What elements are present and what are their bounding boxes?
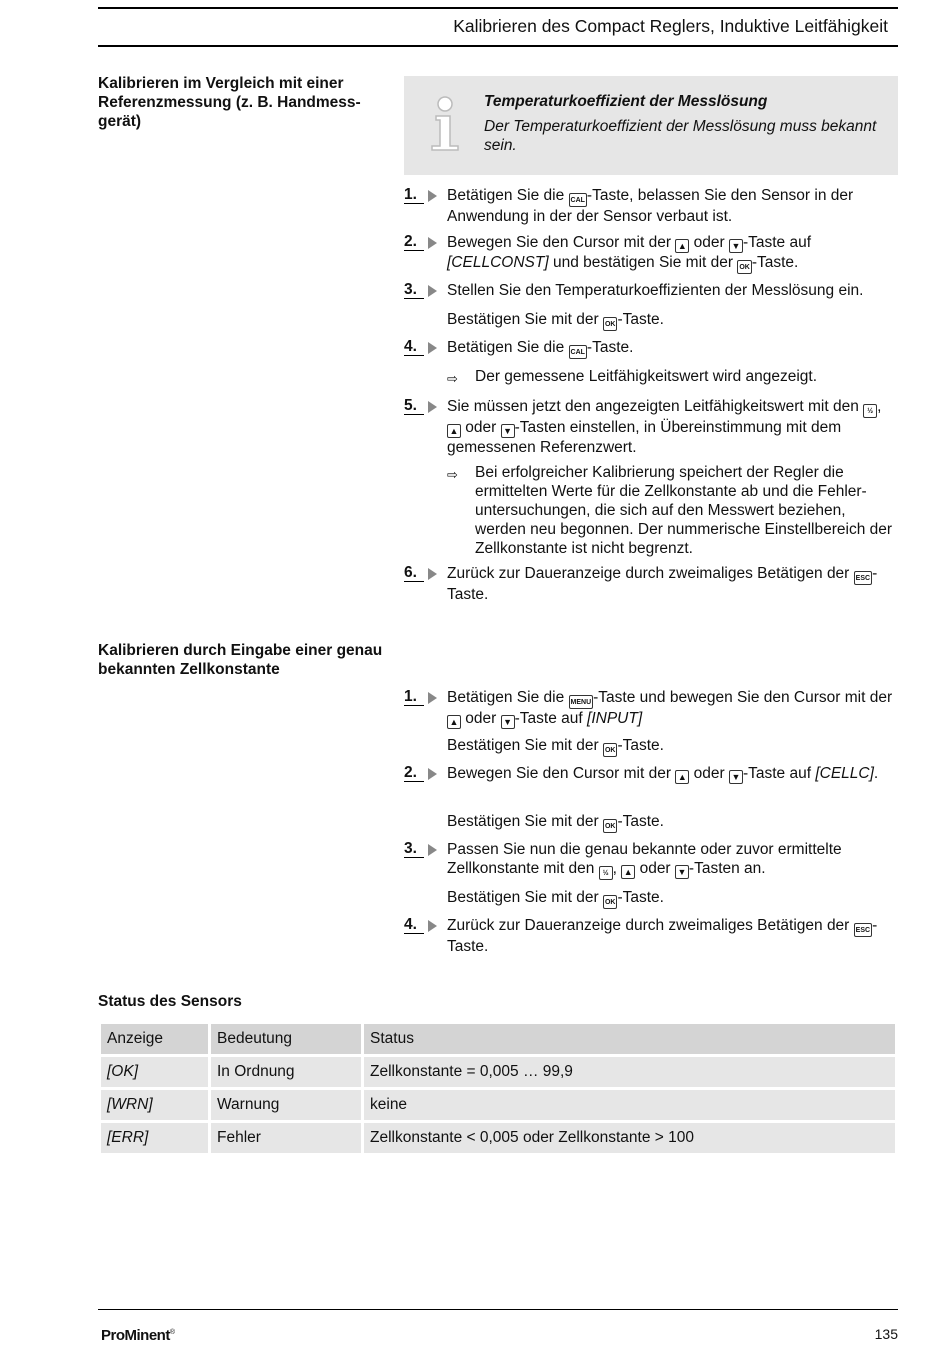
up-key-icon: ▲ — [621, 865, 635, 879]
step-5 — [404, 397, 898, 457]
step-3 — [404, 840, 898, 880]
ok-key-icon: OK — [603, 895, 618, 909]
step-number: 3. — [404, 281, 424, 299]
step-text: Bewegen Sie den Cursor mit der ▲ oder ▼ -Taste auf [CELLCONST] und bestätigen Sie mit der OK -Taste. — [447, 233, 898, 274]
step-text: Sie müssen jetzt den angezeigten Leitfähigkeitswert mit den ½ , ▲ oder ▼ -Tasten einstellen, in Übereinstimmung mit dem gemessenen Referenzwert. — [447, 398, 882, 456]
header-rule-top — [98, 7, 898, 9]
split-key-icon: ½ — [863, 404, 877, 418]
step-number: 5. — [404, 397, 424, 415]
step-arrow-icon — [428, 237, 437, 249]
table-header-row — [101, 1024, 895, 1054]
step-arrow-icon — [428, 190, 437, 202]
table-cell: [OK] — [101, 1057, 208, 1087]
esc-key-icon: ESC — [854, 923, 872, 937]
step-arrow-icon — [428, 844, 437, 856]
step-arrow-icon — [428, 401, 437, 413]
cal-key-icon: CAL — [569, 193, 587, 207]
ok-key-icon: OK — [603, 819, 618, 833]
down-key-icon: ▼ — [729, 239, 743, 253]
step-number: 6. — [404, 564, 424, 582]
step-text: Bewegen Sie den Cursor mit der ▲ oder ▼ -Taste auf [CELLC]. — [447, 765, 879, 782]
info-box — [404, 76, 898, 175]
info-title: Temperaturkoeffizient der Messlösung — [484, 93, 768, 110]
step-number: 2. — [404, 764, 424, 782]
step-arrow-icon — [428, 285, 437, 297]
down-key-icon: ▼ — [675, 865, 689, 879]
header-rule-bottom — [98, 45, 898, 47]
up-key-icon: ▲ — [447, 715, 461, 729]
menu-key-icon: MENU — [569, 695, 594, 709]
table-row — [101, 1090, 895, 1120]
step-text: Zurück zur Daueranzeige durch zweimaliges Betätigen der ESC -Taste. — [447, 565, 878, 603]
column-header: Status — [364, 1024, 895, 1054]
step-6 — [404, 564, 898, 604]
page-number: 135 — [874, 1326, 898, 1342]
ok-key-icon: OK — [603, 743, 618, 757]
step-number: 4. — [404, 916, 424, 934]
step-1 — [404, 688, 898, 729]
result-arrow-icon: ⇨ — [447, 371, 458, 386]
down-key-icon: ▼ — [501, 715, 515, 729]
confirm-text: Bestätigen Sie mit der OK -Taste. — [447, 888, 899, 909]
confirm-text: Bestätigen Sie mit der OK -Taste. — [447, 310, 899, 331]
step-text: Passen Sie nun die genau bekannte oder zuvor ermittelte Zellkonstante mit den ½ , ▲ oder ▼ -Tasten an. — [447, 840, 898, 880]
step-3 — [404, 281, 898, 300]
table-cell: keine — [364, 1090, 895, 1120]
confirm-text: Bestätigen Sie mit der OK -Taste. — [447, 812, 899, 833]
status-table — [98, 1021, 898, 1156]
step-arrow-icon — [428, 768, 437, 780]
down-key-icon: ▼ — [729, 770, 743, 784]
step-2 — [404, 233, 898, 274]
column-header: Anzeige — [101, 1024, 208, 1054]
split-key-icon: ½ — [599, 866, 613, 880]
table-cell: In Ordnung — [211, 1057, 361, 1087]
step-2 — [404, 764, 898, 784]
table-cell: Fehler — [211, 1123, 361, 1153]
esc-key-icon: ESC — [854, 571, 872, 585]
step-text: Betätigen Sie die MENU -Taste und bewegen Sie den Cursor mit der ▲ oder ▼ -Taste auf [INPUT] — [447, 689, 893, 727]
table-cell: Zellkonstante = 0,005 … 99,9 — [364, 1057, 895, 1087]
step-1 — [404, 186, 898, 226]
table-cell: Zellkonstante < 0,005 oder Zellkonstante > 100 — [364, 1123, 895, 1153]
info-text: Der Temperaturkoeffizient der Messlösung muss bekannt sein. — [484, 118, 877, 154]
table-cell: [WRN] — [101, 1090, 208, 1120]
result-line: ⇨ Bei erfolgreicher Kalibrierung speichert der Regler die ermittelten Werte für die Zellkonstante ab und die Fehler-untersuchungen, die sich auf den Messwert beziehen, werden neu begonnen. Der nummerische Einstellbereich der Zellkonstante ist nicht begrenzt. — [447, 464, 893, 557]
step-number: 4. — [404, 338, 424, 356]
down-key-icon: ▼ — [501, 424, 515, 438]
step-arrow-icon — [428, 342, 437, 354]
step-arrow-icon — [428, 920, 437, 932]
section-heading-reference-calibration: Kalibrieren im Vergleich mit einer Referenzmessung (z. B. Handmess-gerät) — [98, 75, 361, 130]
up-key-icon: ▲ — [675, 770, 689, 784]
page-header-title: Kalibrieren des Compact Reglers, Induktive Leitfähigkeit — [453, 16, 888, 36]
result-arrow-icon: ⇨ — [447, 467, 458, 482]
step-4 — [404, 338, 898, 359]
step-text: Betätigen Sie die CAL -Taste. — [447, 338, 898, 359]
step-text: Betätigen Sie die CAL -Taste, belassen Sie den Sensor in der Anwendung in der der Sensor verbaut ist. — [447, 187, 854, 225]
footer-rule — [98, 1309, 898, 1310]
table-cell: Warnung — [211, 1090, 361, 1120]
section-heading-cell-constant-input: Kalibrieren durch Eingabe einer genau bekannten Zellkonstante — [98, 642, 383, 678]
step-arrow-icon — [428, 568, 437, 580]
info-icon — [428, 94, 464, 154]
step-arrow-icon — [428, 692, 437, 704]
step-text: Stellen Sie den Temperaturkoeffizienten der Messlösung ein. — [447, 282, 864, 299]
cal-key-icon: CAL — [569, 345, 587, 359]
table-row — [101, 1057, 895, 1087]
confirm-text: Bestätigen Sie mit der OK -Taste. — [447, 736, 899, 757]
prominent-logo: ProMinent® — [101, 1327, 175, 1344]
table-cell: [ERR] — [101, 1123, 208, 1153]
step-number: 3. — [404, 840, 424, 858]
table-row — [101, 1123, 895, 1153]
step-number: 1. — [404, 186, 424, 204]
up-key-icon: ▲ — [447, 424, 461, 438]
ok-key-icon: OK — [737, 260, 752, 274]
step-number: 2. — [404, 233, 424, 251]
ok-key-icon: OK — [603, 317, 618, 331]
up-key-icon: ▲ — [675, 239, 689, 253]
status-heading: Status des Sensors — [98, 993, 242, 1010]
column-header: Bedeutung — [211, 1024, 361, 1054]
step-4 — [404, 916, 898, 956]
result-line: ⇨ Der gemessene Leitfähigkeitswert wird angezeigt. — [447, 368, 818, 386]
step-number: 1. — [404, 688, 424, 706]
step-text: Zurück zur Daueranzeige durch zweimaliges Betätigen der ESC -Taste. — [447, 917, 878, 955]
